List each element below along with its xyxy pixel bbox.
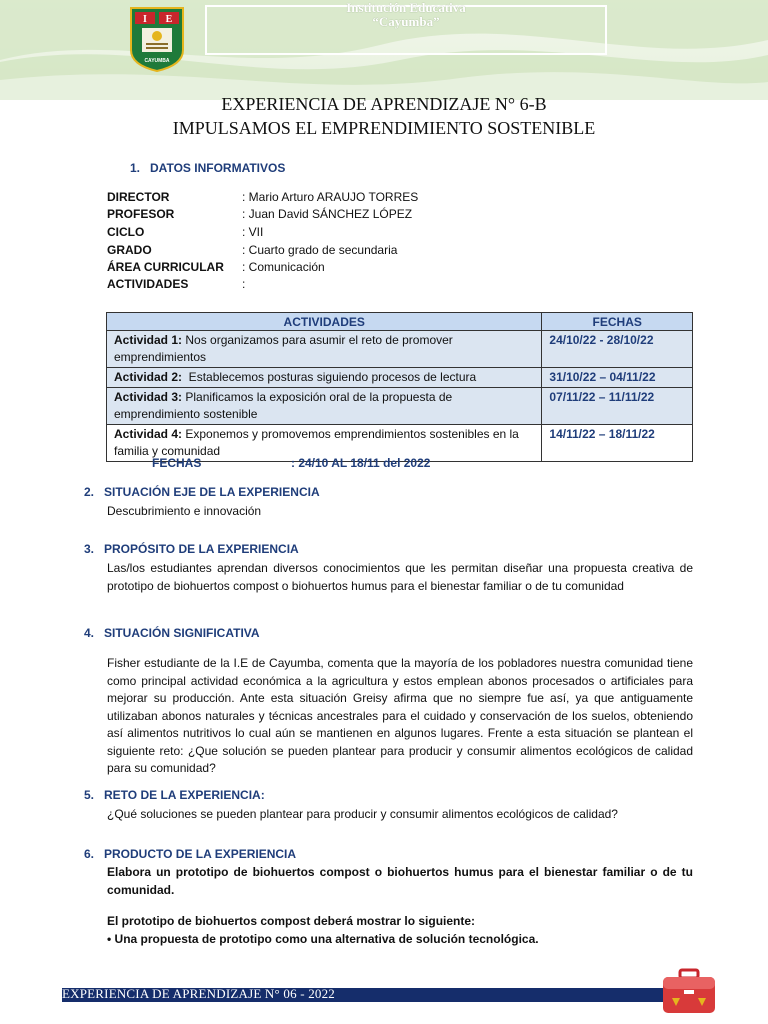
activity-label: Actividad 3:	[114, 390, 183, 404]
activity-text: Exponemos y promovemos emprendimientos sostenibles en la familia y comunidad	[114, 427, 519, 458]
section-2-text: Descubrimiento e innovación	[107, 504, 262, 518]
info-label: ÁREA CURRICULAR	[107, 260, 224, 274]
document-title-line2: IMPULSAMOS EL EMPRENDIMIENTO SOSTENIBLE	[172, 118, 596, 138]
logo-initial-i: I	[143, 14, 147, 25]
info-value: :	[242, 277, 246, 291]
activity-date: 24/10/22 - 28/10/22	[542, 331, 693, 368]
info-label: GRADO	[107, 243, 152, 257]
activity-date: 14/11/22 – 18/11/22	[542, 425, 693, 462]
section-4-heading	[84, 626, 260, 640]
institution-name-line1: Institución Educativa	[346, 0, 466, 15]
section-6-heading	[84, 847, 296, 861]
activity-cell	[107, 388, 542, 425]
section-4-text: Fisher estudiante de la I.E de Cayumba, comenta que la mayoría de los pobladores nuestra comunidad tiene como principal actividad económica a la agricultura y estos emplean abonos procesados o artificiales para mejorar su producción. Ante esta situación Greisy afirma que no siempre fue así, ya que antiguamente utilizaban abonos naturales y técnicas ancestrales para el cuidado y conservación de los suelos, obteniendo así alimentos nutritivos lo cual aún se mantienen en algunos lugares. Frente a esta situación se plantean el siguiente reto: ¿Que solución se pueden plantear para producir y consumir alimentos ecológicos de calidad para su comunidad?	[107, 656, 693, 775]
section-3-title: PROPÓSITO DE LA EXPERIENCIA	[104, 542, 299, 556]
section-5-text: ¿Qué soluciones se pueden plantear para producir y consumir alimentos ecológicos de calidad?	[107, 807, 618, 821]
section-1-title: DATOS INFORMATIVOS	[150, 161, 286, 175]
activity-label: Actividad 1:	[114, 333, 183, 347]
info-value: : Mario Arturo ARAUJO TORRES	[242, 190, 419, 204]
section-6-bullet: • Una propuesta de prototipo como una alternativa de solución tecnológica.	[107, 932, 539, 946]
section-2-number: 2.	[84, 485, 95, 499]
institution-name-line2: “Cayumba”	[372, 14, 440, 29]
activities-table	[106, 312, 693, 462]
table-header-actividades: ACTIVIDADES	[107, 313, 542, 331]
activity-cell	[107, 331, 542, 368]
institution-box	[205, 0, 607, 55]
activity-text: Nos organizamos para asumir el reto de promover emprendimientos	[114, 333, 453, 364]
activity-date: 31/10/22 – 04/11/22	[542, 368, 693, 388]
info-value: : VII	[242, 225, 264, 239]
briefcase-icon	[660, 968, 718, 1016]
activity-text: Establecemos posturas siguiendo procesos de lectura	[182, 370, 477, 384]
table-row	[107, 331, 693, 368]
section-2-title: SITUACIÓN EJE DE LA EXPERIENCIA	[104, 485, 320, 499]
section-1-number: 1.	[130, 161, 141, 175]
info-label: DIRECTOR	[107, 190, 170, 204]
activity-date: 07/11/22 – 11/11/22	[542, 388, 693, 425]
section-4-number: 4.	[84, 626, 95, 640]
section-6-subheading: El prototipo de biohuertos compost deberá mostrar lo siguiente:	[107, 914, 476, 928]
table-header-fechas: FECHAS	[542, 313, 693, 331]
info-value: : Cuarto grado de secundaria	[242, 243, 398, 257]
section-5-number: 5.	[84, 788, 95, 802]
info-label: PROFESOR	[107, 207, 175, 221]
page-header	[0, 0, 768, 104]
table-row	[107, 388, 693, 425]
section-5-title: RETO DE LA EXPERIENCIA:	[104, 788, 265, 802]
document-title-line1: EXPERIENCIA DE APRENDIZAJE N° 6-B	[221, 94, 547, 114]
section-6-title: PRODUCTO DE LA EXPERIENCIA	[104, 847, 297, 861]
section-6-text: Elabora un prototipo de biohuertos compost o biohuertos humus para el bienestar familiar o de tu comunidad.	[107, 865, 693, 897]
school-logo	[128, 6, 186, 72]
info-label: ACTIVIDADES	[107, 277, 189, 291]
logo-caption: CAYUMBA	[144, 58, 170, 64]
logo-initial-e: E	[165, 14, 173, 25]
section-1-heading	[130, 161, 285, 175]
section-3-heading	[84, 542, 299, 556]
section-2-heading	[84, 485, 320, 499]
table-row	[107, 368, 693, 388]
activity-cell	[107, 368, 542, 388]
activity-label: Actividad 4:	[114, 427, 183, 441]
info-label: CICLO	[107, 225, 145, 239]
info-value: : Comunicación	[242, 260, 325, 274]
section-3-number: 3.	[84, 542, 95, 556]
fechas-value: : 24/10 AL 18/11 del 2022	[291, 456, 431, 470]
table-header-row	[107, 313, 693, 331]
activity-label: Actividad 2:	[114, 370, 183, 384]
section-4-title: SITUACIÓN SIGNIFICATIVA	[104, 626, 260, 640]
section-6-number: 6.	[84, 847, 95, 861]
info-value: : Juan David SÁNCHEZ LÓPEZ	[242, 207, 413, 221]
footer-text: EXPERIENCIA DE APRENDIZAJE N° 06 - 2022	[62, 986, 335, 1001]
activity-text: Planificamos la exposición oral de la propuesta de emprendimiento sostenible	[114, 390, 453, 421]
section-5-heading	[84, 788, 265, 802]
fechas-label: FECHAS	[152, 456, 202, 470]
section-3-text: Las/los estudiantes aprendan diversos conocimientos que les permitan diseñar una propuesta creativa de prototipo de biohuertos compost o biohuertos humus para el bienestar familiar o de tu comunidad	[107, 561, 693, 593]
